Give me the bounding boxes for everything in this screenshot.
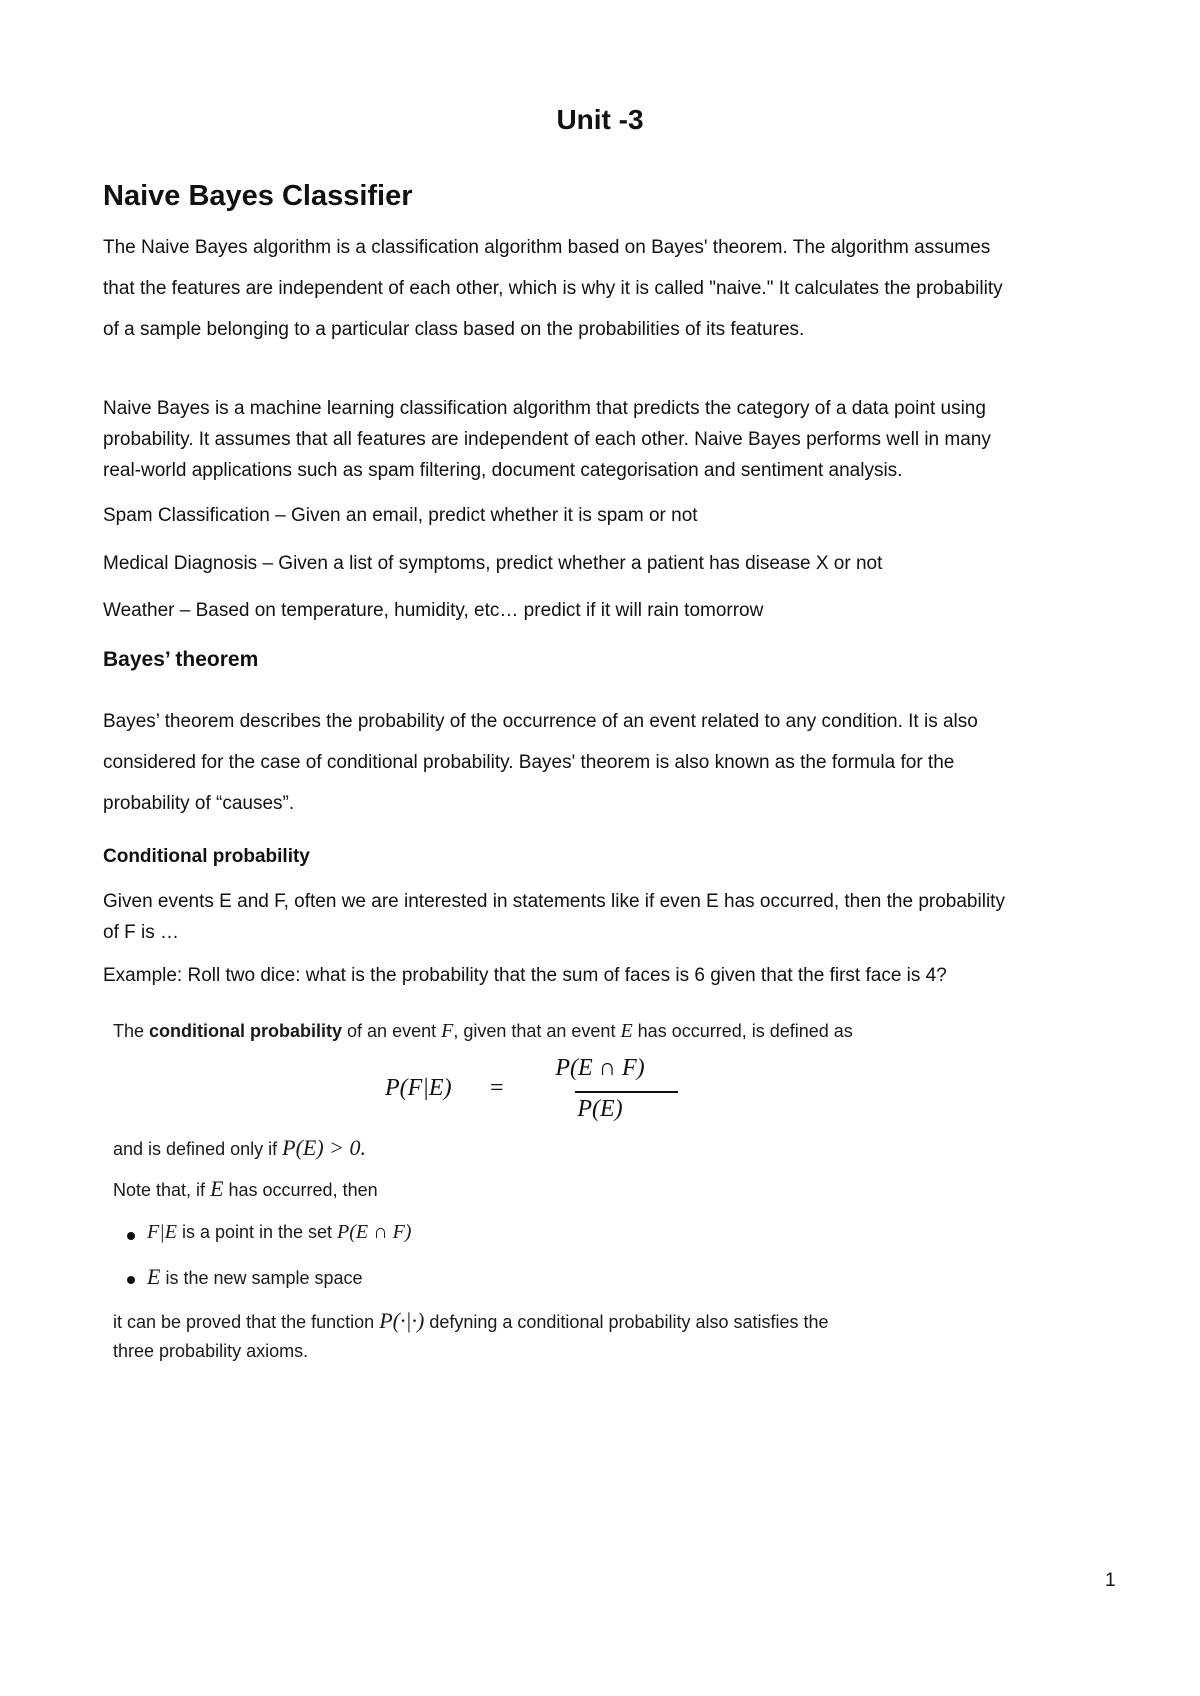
definition-prefix: The — [113, 1021, 150, 1041]
bullet-set-math: P(E ∩ F) — [337, 1221, 412, 1243]
formula-lhs: P(F|E) — [385, 1075, 452, 1101]
definition-condition — [113, 1135, 366, 1161]
text-line: of F is … — [103, 922, 180, 943]
bullet-icon — [127, 1276, 135, 1284]
bullet-text: is a point in the set — [176, 1222, 338, 1242]
example-medical: Medical Diagnosis – Given a list of symptoms, predict whether a patient has disease X or not — [103, 553, 883, 574]
condition-text: and is defined only if — [113, 1139, 283, 1159]
text-line: probability of “causes”. — [103, 793, 295, 814]
bullet-item-point — [147, 1221, 411, 1244]
text-line: probability. It assumes that all features are independent of each other. Naive Bayes performs well in many — [103, 429, 991, 450]
text-line: Given events E and F, often we are interested in statements like if even E has occurred, then the probability — [103, 891, 1005, 912]
math-var-e: E — [210, 1176, 224, 1201]
proof-line-2: three probability axioms. — [113, 1341, 309, 1361]
formula-equals: = — [490, 1075, 504, 1101]
fraction-bar — [575, 1091, 678, 1093]
page-number: 1 — [1105, 1570, 1116, 1591]
example-spam: Spam Classification – Given an email, predict whether it is spam or not — [103, 505, 698, 526]
math-var-f: F — [441, 1020, 454, 1042]
note-text: has occurred, then — [223, 1180, 378, 1200]
formula-numerator: P(E ∩ F) — [555, 1055, 645, 1081]
text-line: considered for the case of conditional probability. Bayes' theorem is also known as the formula for the — [103, 752, 955, 773]
bullet-text: is the new sample space — [160, 1268, 363, 1288]
example-weather: Weather – Based on temperature, humidity, etc… predict if it will rain tomorrow — [103, 600, 764, 621]
text-line: real-world applications such as spam filtering, document categorisation and sentiment analysis. — [103, 460, 903, 481]
definition-text: has occurred, is defined as — [632, 1021, 853, 1041]
text-line: of a sample belonging to a particular class based on the probabilities of its features. — [103, 319, 805, 340]
text-line: Bayes’ theorem describes the probability of the occurrence of an event related to any condition. It is also — [103, 711, 978, 732]
text-line: that the features are independent of each other, which is why it is called "naive." It calculates the probability — [103, 278, 1003, 299]
definition-line — [113, 1020, 853, 1043]
proof-line — [113, 1308, 829, 1334]
proof-text: defyning a conditional probability also satisfies the — [424, 1312, 829, 1332]
note-text: Note that, if — [113, 1180, 211, 1200]
bullet-math: E — [147, 1264, 161, 1289]
unit-title: Unit -3 — [556, 104, 644, 135]
naive-bayes-intro-paragraph — [103, 227, 1133, 350]
bullet-icon — [127, 1232, 135, 1240]
conditional-probability-paragraph — [103, 886, 1133, 948]
bullet-item-sample-space — [147, 1264, 363, 1290]
bayes-theorem-paragraph — [103, 701, 1133, 824]
formula-denominator: P(E) — [577, 1096, 623, 1122]
naive-bayes-heading: Naive Bayes Classifier — [103, 180, 413, 212]
condition-math: P(E) > 0. — [282, 1135, 366, 1160]
proof-math: P(·|·) — [379, 1308, 425, 1333]
definition-term: conditional probability — [149, 1021, 343, 1041]
definition-text: of an event — [342, 1021, 442, 1041]
bayes-theorem-heading: Bayes’ theorem — [103, 648, 259, 671]
conditional-probability-heading: Conditional probability — [103, 846, 310, 867]
definition-text: , given that an event — [453, 1021, 621, 1041]
bullet-math: F|E — [147, 1221, 177, 1243]
text-line: Naive Bayes is a machine learning classification algorithm that predicts the category of a data point using — [103, 398, 986, 419]
text-line: The Naive Bayes algorithm is a classification algorithm based on Bayes' theorem. The algorithm assumes — [103, 237, 991, 258]
note-line — [113, 1176, 378, 1202]
dice-example-question: Example: Roll two dice: what is the probability that the sum of faces is 6 given that the first face is 4? — [103, 965, 947, 986]
proof-text: it can be proved that the function — [113, 1312, 380, 1332]
naive-bayes-description-paragraph — [103, 393, 1133, 486]
math-var-e: E — [620, 1020, 633, 1042]
conditional-probability-formula — [385, 1055, 705, 1125]
